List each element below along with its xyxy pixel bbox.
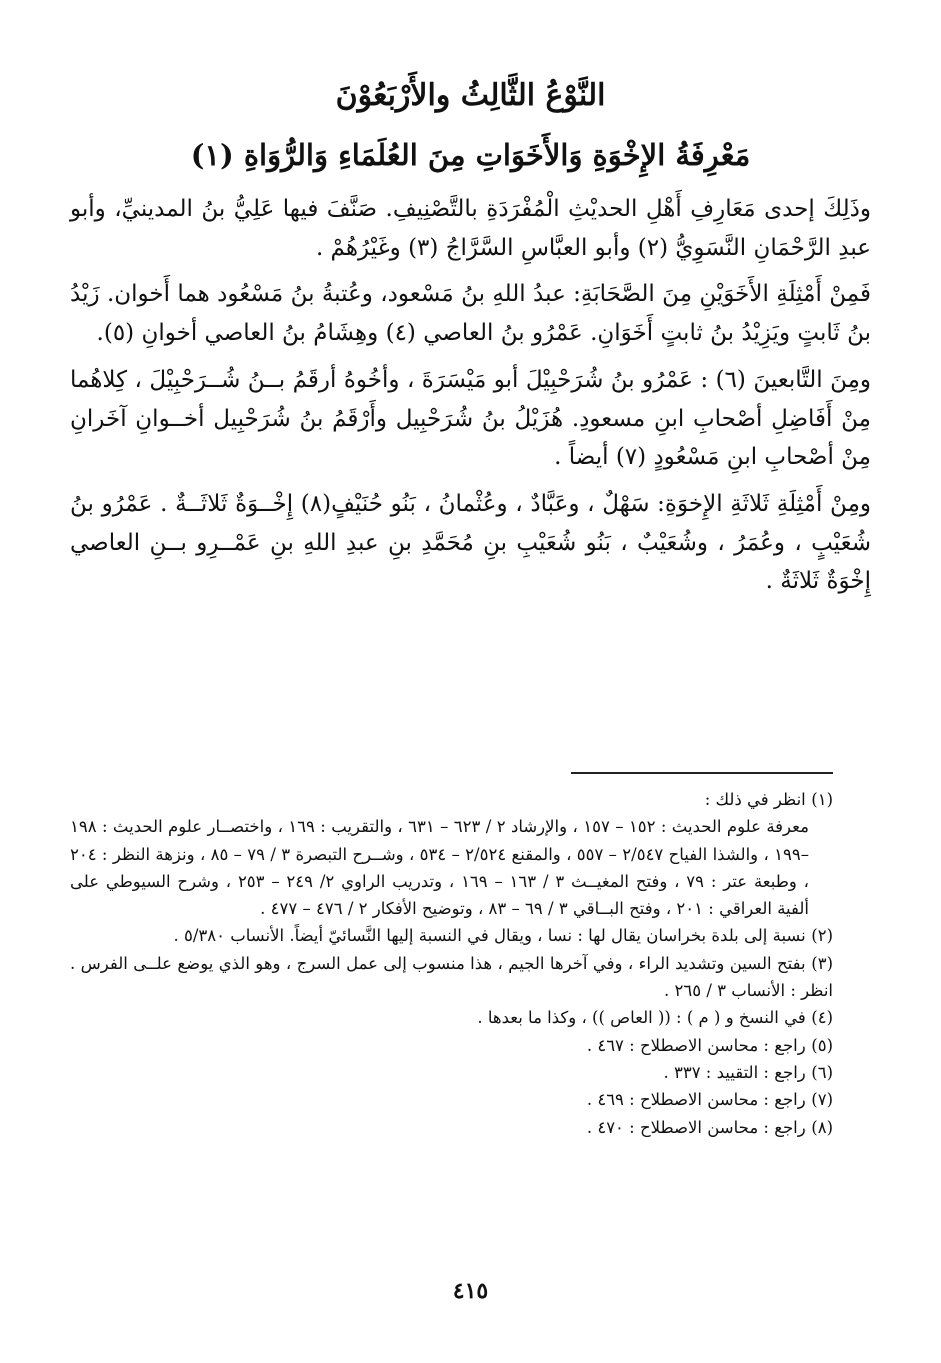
- footnote-item: [70, 950, 833, 1005]
- footnote-number: (٨): [811, 1117, 833, 1137]
- footnote-number: (١): [811, 790, 833, 809]
- footnote-item: [70, 1086, 833, 1113]
- footnote-number: (٧): [811, 1090, 833, 1110]
- footnote-item: [70, 813, 833, 922]
- footnote-text: انظر في ذلك :: [704, 790, 806, 809]
- footnote-text: راجع : محاسن الاصطلاح : ٤٧٠ .: [586, 1117, 806, 1137]
- footnote-item: [70, 922, 833, 949]
- footnote-separator: [571, 772, 833, 774]
- footnote-text: بفتح السين وتشديد الراء ، وفي آخرها الجيم ، هذا منسوب إلى عمل السرج ، وهو الذي يوضع علــى الفرس . انظر : الأنساب ٣ / ٢٦٥ .: [70, 953, 833, 1001]
- footnote-item: [70, 786, 833, 813]
- paragraph-successors: ومِنَ التَّابعينَ (٦) : عَمْرُو بنُ شُرَحْبِيْلَ أبو مَيْسَرَةَ ، وأخُوهُ أرقَمُ بــنُ شُــرَحْبِيْلَ ، كِلاهُما مِنْ أَفَاضِلِ أصْحابِ ابنِ مسعودِ. هُزَيْلُ بنُ شُرَحْبِيل وأَرْقَمُ بنُ شُرَحْبِيل أخــوانِ آخَرانِ مِنْ أصْحابِ ابنِ مَسْعُودٍ (٧) أيضاً .: [70, 366, 871, 471]
- footnote-item: [70, 1004, 833, 1031]
- footnote-text: في النسخ و ( م ) : (( العاص )) ، وكذا ما بعدها .: [477, 1008, 806, 1028]
- footnote-item: [70, 1059, 833, 1086]
- footnote-text: راجع : محاسن الاصطلاح : ٤٦٧ .: [586, 1035, 806, 1055]
- footnote-item: [70, 1114, 833, 1141]
- paragraph-intro: وذَلِكَ إحدى مَعَارِفِ أَهْلِ الحديْثِ الْمُفْرَدَةِ بالتَّصْنِيفِ. صَنَّفَ فيها عَلِيُّ بنُ المدينيِّ، وأبو عبدِ الرَّحْمَانِ النَّسَوِيُّ (٢) وأبو العبَّاسِ السَّرَّاجُ (٣) وغَيْرُهُمْ .: [70, 196, 871, 261]
- footnote-number: (٥): [811, 1035, 833, 1055]
- footnote-text: راجع : التقييد : ٣٣٧ .: [663, 1062, 806, 1082]
- footnote-text: راجع : محاسن الاصطلاح : ٤٦٩ .: [586, 1090, 806, 1110]
- chapter-subject: مَعْرِفَةُ الإِخْوَةِ وَالأَخَوَاتِ مِنَ العُلَمَاءِ وَالرُّوَاةِ (١): [190, 138, 751, 172]
- footnote-number: (٣): [811, 953, 833, 973]
- chapter-heading: النَّوْعُ الثَّالِثُ والأَرْبَعُوْنَ: [335, 78, 606, 113]
- footnote-number: (٦): [811, 1062, 833, 1082]
- footnotes: [70, 786, 833, 1141]
- footnote-text: نسبة إلى بلدة بخراسان يقال لها : نسا ، ويقال في النسبة إليها النَّسائيّ أيضاً. الأنساب ٥/٣٨٠ .: [173, 926, 806, 946]
- footnote-item: [70, 1032, 833, 1059]
- footnote-number: (٤): [811, 1008, 833, 1028]
- footnote-text: معرفة علوم الحديث : ١٥٢ – ١٥٧ ، والإرشاد ٢ / ٦٢٣ – ٦٣١ ، والتقريب : ١٦٩ ، واختصــار علوم الحديث : ١٩٨ –١٩٩ ، والشذا الفياح ٢/٥٤٧ – ٥٥٧ ، والمقنع ٢/٥٢٤ – ٥٣٤ ، وشــرح التبصرة ٣ / ٧٩ – ٨٥ ، ونزهة النظر : ٢٠٤ ، وطبعة عتر : ٧٩ ، وفتح المغيــث ٣ / ١٦٣ – ١٦٩ ، وتدريب الراوي ٢/ ٢٤٩ – ٢٥٣ ، وشرح السيوطي على ألفية العراقي : ٢٠١ ، وفتح البــاقي ٣ / ٦٩ – ٨٣ ، وتوضيح الأفكار ٢ / ٤٧٦ – ٤٧٧ .: [70, 817, 809, 919]
- paragraph-companions: فَمِنْ أَمْثِلَةِ الأَخَوَيْنِ مِنَ الصَّحَابَةِ: عبدُ اللهِ بنُ مَسْعود، وعُتبةُ بنُ مَسْعُود هما أَخوان. زَيْدُ بنُ ثَابتٍ ويَزِيْدُ بنُ ثابتٍ أَخَوَانِ. عَمْرُو بنُ العاصي (٤) وهِشَامُ بنُ العاصي أخوانِ (٥).: [70, 281, 871, 347]
- paragraph-three-brothers: ومِنْ أَمْثِلَةِ ثَلاثَةِ الإِخوَةِ: سَهْلٌ ، وعَبَّادٌ ، وعُثْمانُ ، بَنُو حُنَيْفٍ(٨) إِخْــوَةٌ ثَلاثَــةٌ . عَمْرُو بنُ شُعَيْبٍ ، وعُمَرُ ، وشُعَيْبٌ ، بَنُو شُعَيْبِ بنِ مُحَمَّدِ بنِ عبدِ اللهِ بنِ عَمْــرِو بــنِ العاصي إِخْوَةٌ ثَلاثَةٌ .: [70, 490, 871, 595]
- footnote-number: (٢): [811, 926, 833, 946]
- main-text: [70, 190, 871, 601]
- page-number: ٤١٥: [452, 1278, 489, 1304]
